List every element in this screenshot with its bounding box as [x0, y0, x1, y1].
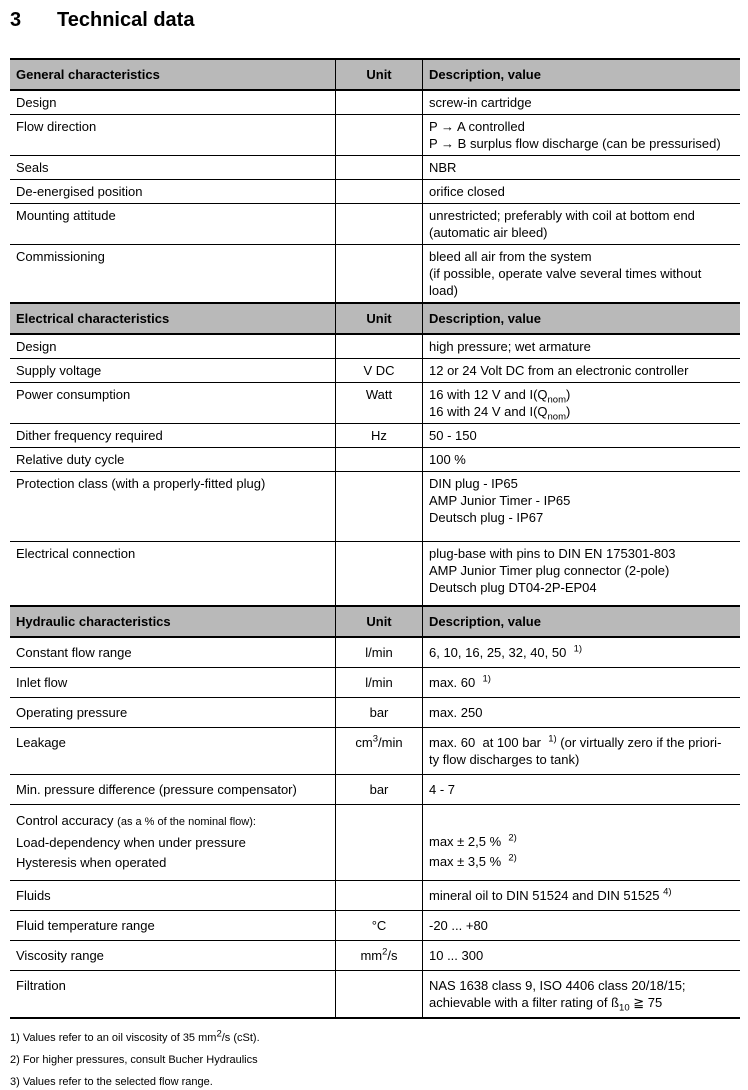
cell-unit: [335, 881, 423, 910]
cell-unit: [335, 245, 423, 302]
cell-label: Protection class (with a properly-fitted plug): [16, 476, 266, 491]
cell-label: Leakage: [16, 735, 66, 750]
cell-unit: bar: [335, 698, 423, 727]
cell-unit: [335, 542, 423, 605]
section-header-name: General characteristics: [16, 67, 160, 82]
column-header-description: Description, value: [429, 67, 541, 82]
cell-value: max. 60 $^{1)}$: [429, 673, 491, 690]
cell-value: NAS 1638 class 9, ISO 4406 class 20/18/15; achievable with a filter rating of $ß_{10}$ ≧ 75: [429, 977, 686, 1014]
row-protection-class: [10, 471, 740, 541]
footnote-1: 1) Values refer to an oil viscosity of 35 $mm^2/s$ (cSt).: [10, 1027, 260, 1044]
cell-value: -20 ... +80: [429, 917, 488, 933]
row-relative-duty-cycle: [10, 447, 740, 471]
cell-value: bleed all air from the system (if possible, operate valve several times without load): [429, 249, 702, 298]
cell-label: Viscosity range: [16, 947, 104, 963]
column-header-unit: Unit: [335, 607, 423, 636]
row-fluid-temperature-range: [10, 910, 740, 940]
row-fluids: [10, 880, 740, 910]
section-header-name: Electrical characteristics: [16, 311, 170, 326]
cell-value: 16 with 12 V and $I(Q_{nom})$ 16 with 24 V and $I(Q_{nom})$: [429, 387, 571, 423]
cell-unit: $mm^2/s$: [335, 941, 423, 970]
row-seals: [10, 155, 740, 179]
page-title-text: Technical data: [57, 9, 195, 31]
cell-value: 4 - 7: [429, 782, 456, 797]
cell-unit: °C: [335, 911, 423, 940]
cell-value: mineral oil to DIN 51524 and DIN 51525 $^{4)}$: [429, 886, 672, 903]
cell-label: Design: [16, 339, 57, 354]
cell-label: Filtration: [16, 977, 66, 993]
section-header-name: Hydraulic characteristics: [16, 614, 171, 629]
row-min-pressure-difference: [10, 774, 740, 804]
cell-unit: [335, 472, 423, 541]
cell-value: unrestricted; preferably with coil at bottom end (automatic air bleed): [429, 208, 695, 240]
section-general-characteristics: [10, 58, 740, 302]
column-header-unit: Unit: [335, 304, 423, 333]
cell-unit: [335, 971, 423, 1017]
cell-value: 100 %: [429, 452, 466, 467]
cell-label: Inlet flow: [16, 675, 68, 690]
cell-unit: Watt: [335, 383, 423, 423]
section-electrical-characteristics: [10, 302, 740, 605]
cell-label: Mounting attitude: [16, 208, 116, 223]
row-dither-frequency: [10, 423, 740, 447]
cell-unit: l/min: [335, 668, 423, 697]
cell-unit: [335, 204, 423, 244]
section-header: [10, 605, 740, 638]
cell-unit: l/min: [335, 638, 423, 667]
cell-value: screw-in cartridge: [429, 95, 532, 110]
cell-unit: [335, 180, 423, 203]
cell-value: plug-base with pins to DIN EN 175301-803 AMP Junior Timer plug connector (2-pole) Deutsch plug DT04-2P-EP04: [429, 546, 676, 595]
cell-value: 12 or 24 Volt DC from an electronic controller: [429, 363, 689, 378]
row-flow-direction: [10, 114, 740, 155]
cell-value: 6, 10, 16, 25, 32, 40, 50 $^{1)}$: [429, 643, 583, 660]
cell-label: Fluid temperature range: [16, 917, 155, 933]
cell-unit: bar: [335, 775, 423, 804]
row-electrical-connection: [10, 541, 740, 605]
cell-value: max. 60 at 100 bar $^{1)}$ (or virtually zero if the priori- ty flow discharges to tank): [429, 733, 722, 767]
technical-data-table: [10, 58, 740, 1019]
cell-label: Constant flow range: [16, 645, 132, 660]
row-filtration: [10, 970, 740, 1017]
footnote-3: 3) Values refer to the selected flow range.: [10, 1075, 213, 1088]
cell-value: max ± 2,5 % $^{2)}$ max ± 3,5 % $^{2)}$: [429, 832, 517, 869]
cell-label: Electrical connection: [16, 546, 136, 561]
column-header-description: Description, value: [429, 311, 541, 326]
cell-unit: V DC: [335, 359, 423, 382]
row-control-accuracy: [10, 804, 740, 880]
cell-label: Flow direction: [16, 119, 97, 134]
row-commissioning: [10, 244, 740, 302]
cell-label: Control accuracy (as a % of the nominal flow): Load-dependency when under pressure Hysteresis when operated: [16, 813, 256, 870]
cell-label: Relative duty cycle: [16, 452, 125, 467]
cell-label: De-energised position: [16, 184, 143, 199]
cell-unit: [335, 156, 423, 179]
row-de-energised-position: [10, 179, 740, 203]
cell-value: NBR: [429, 160, 457, 175]
section-number: 3: [10, 9, 22, 31]
column-header-unit: Unit: [335, 60, 423, 89]
row-supply-voltage: [10, 358, 740, 382]
row-operating-pressure: [10, 697, 740, 727]
section-header: [10, 58, 740, 91]
row-design-electrical: [10, 335, 740, 358]
control-accuracy-note: (as a % of the nominal flow):: [117, 816, 256, 828]
row-mounting-attitude: [10, 203, 740, 244]
row-constant-flow-range: [10, 638, 740, 667]
cell-value: orifice closed: [429, 184, 505, 199]
cell-unit: Hz: [335, 424, 423, 447]
cell-label: Dither frequency required: [16, 428, 163, 443]
row-leakage: [10, 727, 740, 774]
cell-label: Supply voltage: [16, 363, 102, 378]
cell-label: Power consumption: [16, 387, 131, 402]
section-header: [10, 302, 740, 335]
row-viscosity-range: [10, 940, 740, 970]
footnotes: [10, 1027, 740, 1090]
cell-unit: $cm^3/\min$: [335, 728, 423, 774]
cell-label: Operating pressure: [16, 705, 128, 720]
cell-label: Fluids: [16, 887, 51, 903]
page-title: [10, 8, 740, 32]
column-header-description: Description, value: [429, 614, 541, 629]
row-inlet-flow: [10, 667, 740, 697]
cell-value: high pressure; wet armature: [429, 339, 591, 354]
row-power-consumption: [10, 382, 740, 423]
section-hydraulic-characteristics: [10, 605, 740, 1017]
cell-value: 50 - 150: [429, 428, 477, 443]
cell-value: max. 250: [429, 705, 483, 720]
footnote-2: 2) For higher pressures, consult Bucher Hydraulics: [10, 1053, 258, 1066]
cell-value: P → A controlled P → B surplus flow discharge (can be pressurised): [429, 119, 721, 151]
cell-value: 10 ... 300: [429, 947, 484, 963]
control-accuracy-label: Control accuracy: [16, 813, 114, 828]
cell-label: Design: [16, 95, 57, 110]
cell-value: DIN plug - IP65 AMP Junior Timer - IP65 Deutsch plug - IP67: [429, 476, 571, 525]
cell-label: Min. pressure difference (pressure compensator): [16, 782, 297, 797]
cell-unit: [335, 91, 423, 114]
cell-label: Commissioning: [16, 249, 105, 264]
row-design: [10, 91, 740, 114]
cell-unit: [335, 448, 423, 471]
cell-unit: [335, 805, 423, 880]
cell-unit: [335, 115, 423, 155]
cell-label: Seals: [16, 160, 49, 175]
cell-unit: [335, 335, 423, 358]
